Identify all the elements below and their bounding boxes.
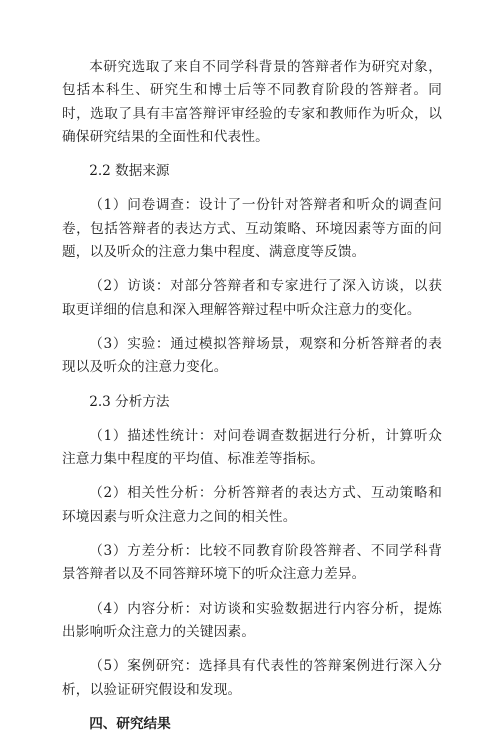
paragraph-variance-analysis: （3）方差分析：比较不同教育阶段答辩者、不同学科背景答辩者以及不同答辩环境下的听众注意力差异。 xyxy=(62,543,442,583)
paragraph-questionnaire: （1）问卷调查：设计了一份针对答辩者和听众的调查问卷，包括答辩者的表达方式、互动策略、环境因素等方面的问题，以及听众的注意力集中程度、满意度等反馈。 xyxy=(62,197,442,261)
paragraph-case-study: （5）案例研究：选择具有代表性的答辩案例进行深入分析，以验证研究假设和发现。 xyxy=(62,658,442,698)
paragraph-descriptive-statistics: （1）描述性统计：对问卷调查数据进行分析，计算听众注意力集中程度的平均值、标准差等指标。 xyxy=(62,427,442,468)
paragraph-content-analysis: （4）内容分析：对访谈和实验数据进行内容分析，提炼出影响听众注意力的关键因素。 xyxy=(62,600,442,640)
subsection-heading-data-source: 2.2 数据来源 xyxy=(89,163,170,180)
section-title-results: 四、研究结果 xyxy=(89,715,171,732)
paragraph-correlation-analysis: （2）相关性分析：分析答辩者的表达方式、互动策略和环境因素与听众注意力之间的相关性。 xyxy=(62,485,442,525)
intro-paragraph: 本研究选取了来自不同学科背景的答辩者作为研究对象，包括本科生、研究生和博士后等不同教育阶段的答辩者。同时，选取了具有丰富答辩评审经验的专家和教师作为听众，以确保研究结果的全面性和代表性。 xyxy=(62,59,442,145)
paragraph-interview: （2）访谈：对部分答辩者和专家进行了深入访谈，以获取更详细的信息和深入理解答辩过程中听众注意力的变化。 xyxy=(62,278,442,318)
subsection-heading-analysis-method: 2.3 分析方法 xyxy=(89,393,170,410)
paragraph-experiment: （3）实验：通过模拟答辩场景，观察和分析答辩者的表现以及听众的注意力变化。 xyxy=(62,335,442,376)
